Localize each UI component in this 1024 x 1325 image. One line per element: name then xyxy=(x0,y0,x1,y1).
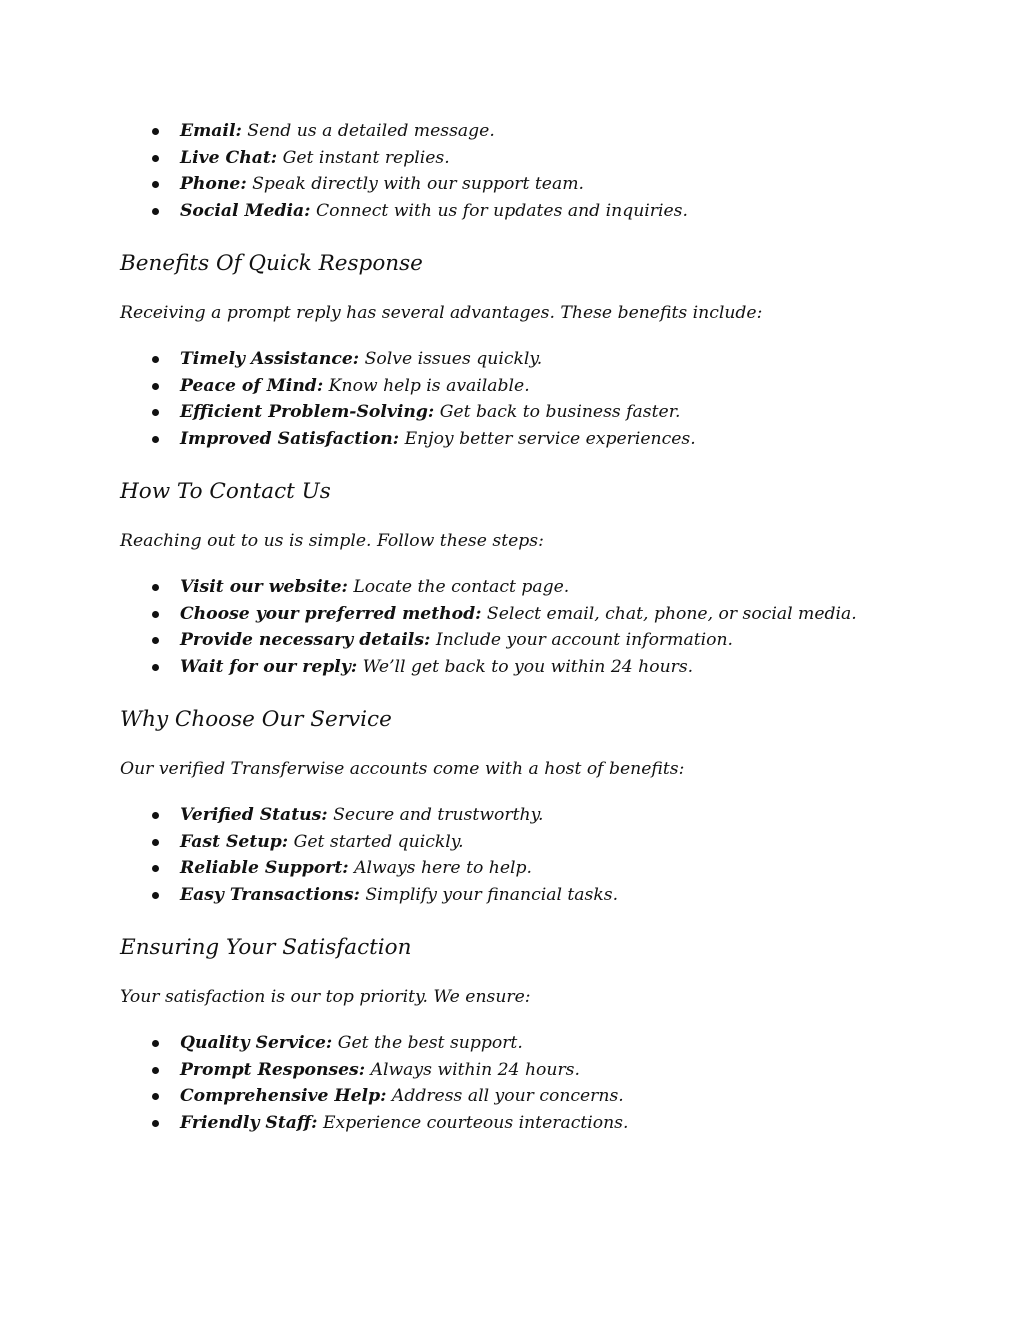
item-term: Live Chat: xyxy=(180,147,278,168)
list-item xyxy=(0,601,1024,628)
list-item xyxy=(0,882,1024,909)
section-heading: Benefits Of Quick Response xyxy=(120,251,423,276)
item-desc: We’ll get back to you within 24 hours. xyxy=(362,656,694,677)
list-item xyxy=(0,574,1024,601)
section-intro: Reaching out to us is simple. Follow these steps: xyxy=(120,531,544,551)
section-heading: How To Contact Us xyxy=(120,479,331,504)
bullet-icon xyxy=(152,637,159,644)
item-term: Reliable Support: xyxy=(180,858,349,879)
item-term: Prompt Responses: xyxy=(180,1059,366,1080)
item-desc: Always here to help. xyxy=(354,858,532,879)
section-list-block xyxy=(0,346,1024,452)
bullet-icon xyxy=(152,1120,159,1127)
bullet-icon xyxy=(152,664,159,671)
bullet-icon xyxy=(152,584,159,591)
list-item xyxy=(0,654,1024,681)
item-desc: Simplify your financial tasks. xyxy=(365,884,619,905)
bullet-icon xyxy=(152,839,159,846)
item-desc: Experience courteous interactions. xyxy=(322,1112,629,1133)
list-item xyxy=(0,145,1024,172)
item-term: Friendly Staff: xyxy=(180,1112,318,1133)
item-desc: Get instant replies. xyxy=(282,147,450,168)
item-term: Efficient Problem-Solving: xyxy=(180,402,435,423)
item-term: Peace of Mind: xyxy=(180,375,324,396)
section-list xyxy=(0,802,1024,908)
item-term: Social Media: xyxy=(180,200,311,221)
item-term: Improved Satisfaction: xyxy=(180,428,400,449)
item-term: Choose your preferred method: xyxy=(180,603,482,624)
item-term: Provide necessary details: xyxy=(180,630,431,651)
list-item xyxy=(0,373,1024,400)
item-desc: Get back to business faster. xyxy=(439,402,681,423)
item-desc: Know help is available. xyxy=(328,375,530,396)
bullet-icon xyxy=(152,128,159,135)
item-term: Timely Assistance: xyxy=(180,349,360,369)
list-item xyxy=(0,829,1024,856)
bullet-icon xyxy=(152,356,159,363)
list-item xyxy=(0,1030,1024,1057)
section-list xyxy=(0,346,1024,452)
section-list xyxy=(0,574,1024,680)
bullet-icon xyxy=(152,436,159,443)
item-desc: Solve issues quickly. xyxy=(364,349,543,369)
list-item xyxy=(0,627,1024,654)
section-list-block xyxy=(0,1030,1024,1136)
list-item xyxy=(0,855,1024,882)
section-heading: Ensuring Your Satisfaction xyxy=(120,935,412,960)
item-term: Verified Status: xyxy=(180,805,328,825)
list-item xyxy=(0,802,1024,829)
item-desc: Get started quickly. xyxy=(293,831,464,852)
item-term: Easy Transactions: xyxy=(180,884,360,905)
contact-methods-list xyxy=(0,118,1024,224)
bullet-icon xyxy=(152,812,159,819)
list-item xyxy=(0,1110,1024,1137)
section-list xyxy=(0,1030,1024,1136)
item-desc: Include your account information. xyxy=(435,630,734,651)
section-heading: Why Choose Our Service xyxy=(120,707,392,732)
item-term: Fast Setup: xyxy=(180,831,289,852)
bullet-icon xyxy=(152,1093,159,1100)
section-list-block xyxy=(0,574,1024,680)
item-term: Wait for our reply: xyxy=(180,656,358,677)
list-item xyxy=(0,399,1024,426)
list-item xyxy=(0,171,1024,198)
item-desc: Locate the contact page. xyxy=(353,577,570,597)
bullet-icon xyxy=(152,865,159,872)
list-item xyxy=(0,1083,1024,1110)
section-intro: Your satisfaction is our top priority. We ensure: xyxy=(120,987,531,1007)
list-item xyxy=(0,198,1024,225)
bullet-icon xyxy=(152,1067,159,1074)
item-desc: Always within 24 hours. xyxy=(370,1059,580,1080)
bullet-icon xyxy=(152,409,159,416)
item-desc: Address all your concerns. xyxy=(391,1086,624,1107)
item-term: Comprehensive Help: xyxy=(180,1086,387,1107)
list-item xyxy=(0,118,1024,145)
bullet-icon xyxy=(152,611,159,618)
bullet-icon xyxy=(152,1040,159,1047)
item-desc: Connect with us for updates and inquiries. xyxy=(315,200,688,221)
bullet-icon xyxy=(152,181,159,188)
contact-methods-list-block xyxy=(0,118,1024,224)
bullet-icon xyxy=(152,155,159,162)
bullet-icon xyxy=(152,892,159,899)
bullet-icon xyxy=(152,383,159,390)
bullet-icon xyxy=(152,208,159,215)
item-desc: Speak directly with our support team. xyxy=(252,174,584,195)
item-desc: Secure and trustworthy. xyxy=(333,805,544,825)
section-intro: Our verified Transferwise accounts come with a host of benefits: xyxy=(120,759,685,779)
item-term: Quality Service: xyxy=(180,1033,333,1053)
item-term: Email: xyxy=(180,121,242,141)
item-desc: Send us a detailed message. xyxy=(247,121,495,141)
list-item xyxy=(0,346,1024,373)
item-desc: Select email, chat, phone, or social media. xyxy=(486,603,857,624)
section-list-block xyxy=(0,802,1024,908)
item-term: Visit our website: xyxy=(180,577,348,597)
list-item xyxy=(0,1057,1024,1084)
item-desc: Enjoy better service experiences. xyxy=(404,428,696,449)
section-intro: Receiving a prompt reply has several advantages. These benefits include: xyxy=(120,303,763,323)
list-item xyxy=(0,426,1024,453)
item-desc: Get the best support. xyxy=(337,1033,523,1053)
item-term: Phone: xyxy=(180,174,247,195)
